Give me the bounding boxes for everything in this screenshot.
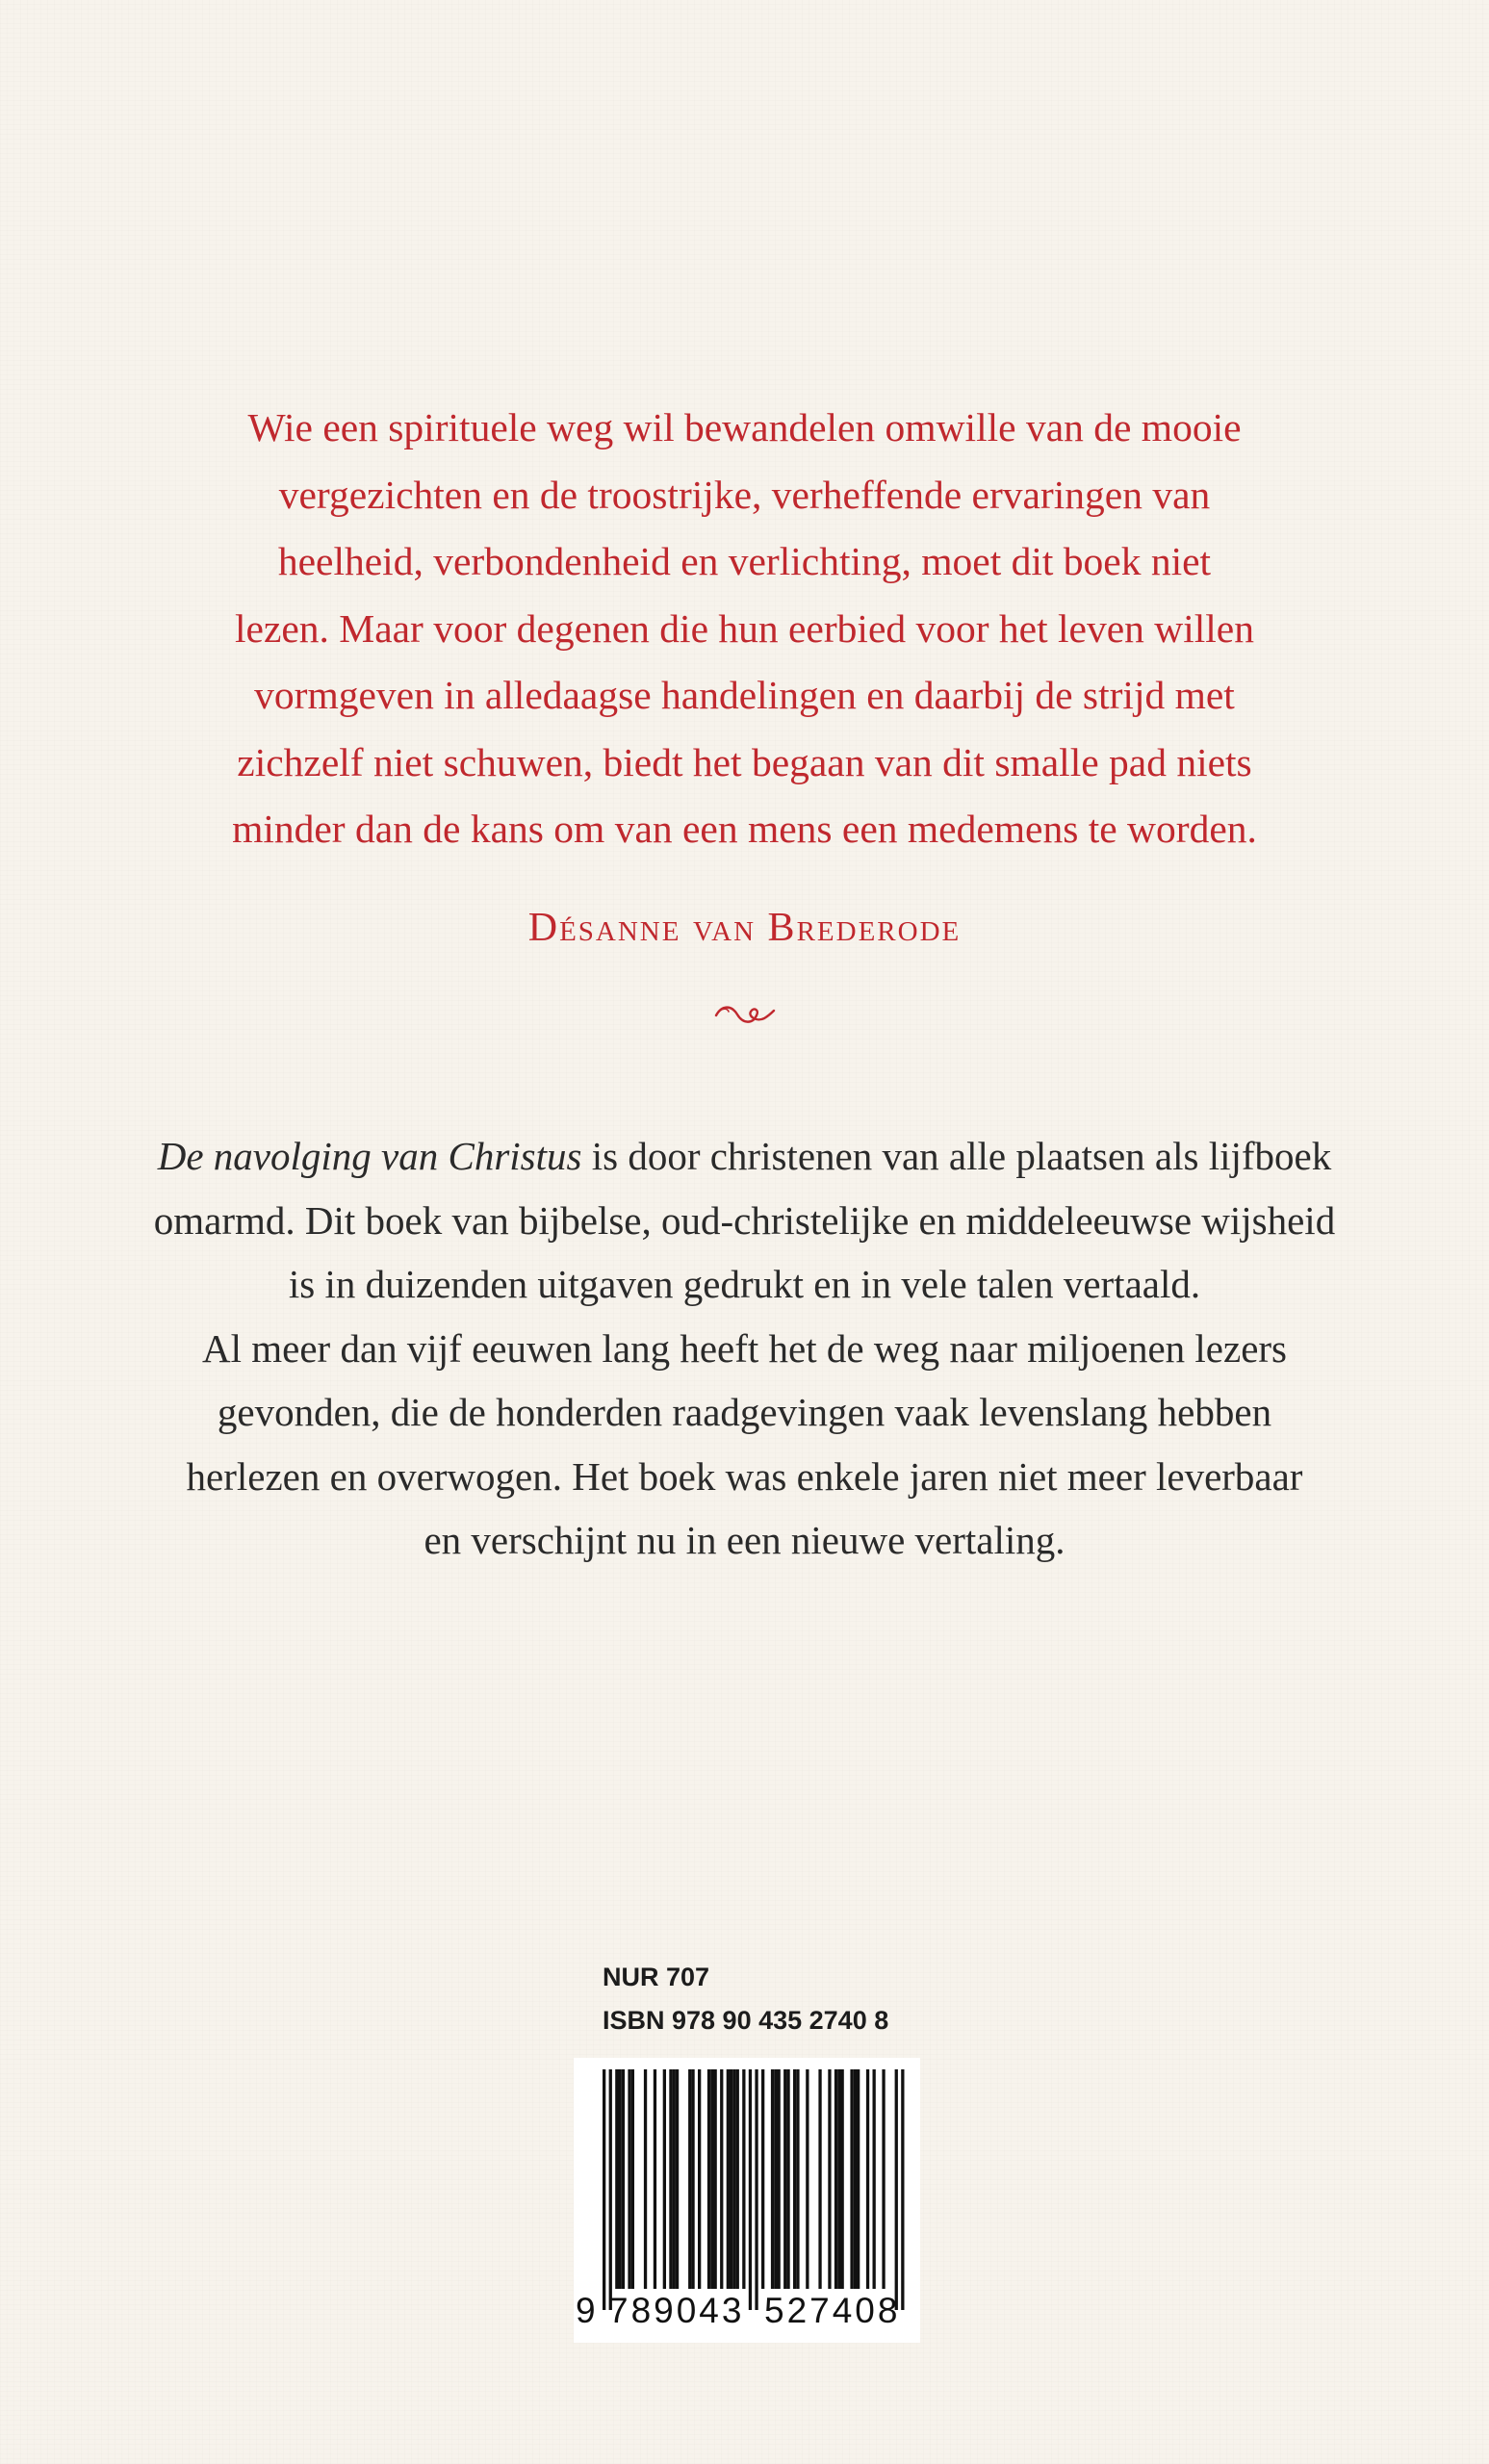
barcode-bar <box>749 2069 752 2310</box>
barcode-bar <box>698 2069 701 2289</box>
barcode-bar <box>727 2069 730 2289</box>
barcode-bar <box>714 2069 717 2289</box>
description-line <box>144 1124 1345 1189</box>
description-line: Al meer dan vijf eeuwen lang heeft het de weg naar miljoenen lezers <box>202 1325 1287 1371</box>
swash-ornament-icon <box>714 1003 776 1028</box>
barcode-digits-right: 527408 <box>764 2291 901 2330</box>
description-line: en verschijnt nu in een nieuwe vertaling. <box>424 1518 1065 1562</box>
book-title: De navolging van Christus <box>157 1134 582 1178</box>
barcode-bar <box>873 2069 876 2289</box>
nur-code: NUR 707 <box>603 1963 710 1991</box>
quote-line: minder dan de kans om van een mens een medemens te worden. <box>232 807 1257 851</box>
description-line: gevonden, die de honderden raadgevingen vaak levenslang hebben <box>217 1390 1272 1434</box>
barcode-bar <box>786 2069 789 2289</box>
barcode-bar <box>796 2069 799 2289</box>
publication-codes <box>603 1956 888 2042</box>
endorsement-quote <box>144 395 1345 863</box>
quote-author: Désanne van Brederode <box>527 906 962 950</box>
barcode-bar <box>663 2069 666 2289</box>
barcode-bar <box>882 2069 885 2289</box>
barcode-bar <box>603 2069 605 2310</box>
barcode-bar <box>622 2069 625 2289</box>
quote-line: heelheid, verbondenheid en verlichting, moet dit boek niet <box>277 539 1212 583</box>
barcode-bar <box>669 2069 672 2289</box>
barcode-bar <box>755 2069 757 2310</box>
description-line: omarmd. Dit boek van bijbelse, oud-christelijke en middeleeuwse wijsheid <box>153 1197 1336 1243</box>
barcode-bar <box>619 2069 622 2289</box>
barcode-bar <box>742 2069 745 2289</box>
description-line: is in duizenden uitgaven gedrukt en in vele talen vertaald. <box>288 1262 1201 1306</box>
barcode-bar <box>850 2069 853 2289</box>
barcode-bar <box>771 2069 774 2289</box>
quote-line: vormgeven in alledaagse handelingen en daarbij de strijd met <box>254 673 1235 717</box>
barcode-bar <box>631 2069 634 2289</box>
barcode-bar <box>818 2069 821 2289</box>
barcode-bar <box>774 2069 777 2289</box>
quote-line: Wie een spirituele weg wil bewandelen omwille van de mooie <box>247 405 1242 449</box>
barcode-bar <box>644 2069 647 2289</box>
barcode-bar <box>837 2069 840 2289</box>
barcode-bar <box>688 2069 691 2289</box>
barcode-bar <box>761 2069 764 2289</box>
barcode-bar <box>866 2069 869 2289</box>
quote-line: vergezichten en de troostrijke, verheffende ervaringen van <box>278 472 1211 517</box>
barcode-bar <box>793 2069 796 2289</box>
barcode-bar <box>736 2069 739 2289</box>
quote-line: lezen. Maar voor degenen die hun eerbied voor het leven willen <box>235 605 1254 651</box>
barcode-bar <box>828 2069 831 2289</box>
barcode-bar <box>841 2069 844 2289</box>
barcode-bar <box>707 2069 710 2289</box>
barcode-bar <box>732 2069 735 2289</box>
barcode-bar <box>691 2069 694 2289</box>
barcode-bar <box>609 2069 612 2310</box>
barcode-bar <box>854 2069 857 2289</box>
description-text: is door christenen van alle plaatsen als lijfboek <box>581 1134 1332 1178</box>
barcode-bar <box>901 2069 904 2310</box>
barcode-digits-left: 789043 <box>608 2291 745 2330</box>
barcode-bar <box>806 2069 809 2289</box>
barcode-bar <box>895 2069 898 2310</box>
barcode-digit-first: 9 <box>576 2291 596 2330</box>
quote-line: zichzelf niet schuwen, biedt het begaan van dit smalle pad niets <box>237 739 1252 784</box>
barcode-bar <box>654 2069 656 2289</box>
barcode-bar <box>710 2069 713 2289</box>
book-description <box>144 1124 1345 1573</box>
barcode-bar <box>783 2069 786 2289</box>
barcode-bar <box>676 2069 679 2289</box>
barcode-bar <box>673 2069 676 2289</box>
barcode-bar <box>857 2069 860 2289</box>
barcode-bar <box>615 2069 618 2289</box>
isbn-barcode <box>574 2058 920 2343</box>
barcode-bar <box>628 2069 630 2289</box>
description-line: herlezen en overwogen. Het boek was enkele jaren niet meer leverbaar <box>186 1453 1303 1499</box>
barcode-bar <box>730 2069 732 2289</box>
barcode-bar <box>834 2069 837 2289</box>
barcode-bar <box>720 2069 723 2289</box>
barcode-bar <box>778 2069 781 2289</box>
isbn-code: ISBN 978 90 435 2740 8 <box>603 2006 889 2035</box>
